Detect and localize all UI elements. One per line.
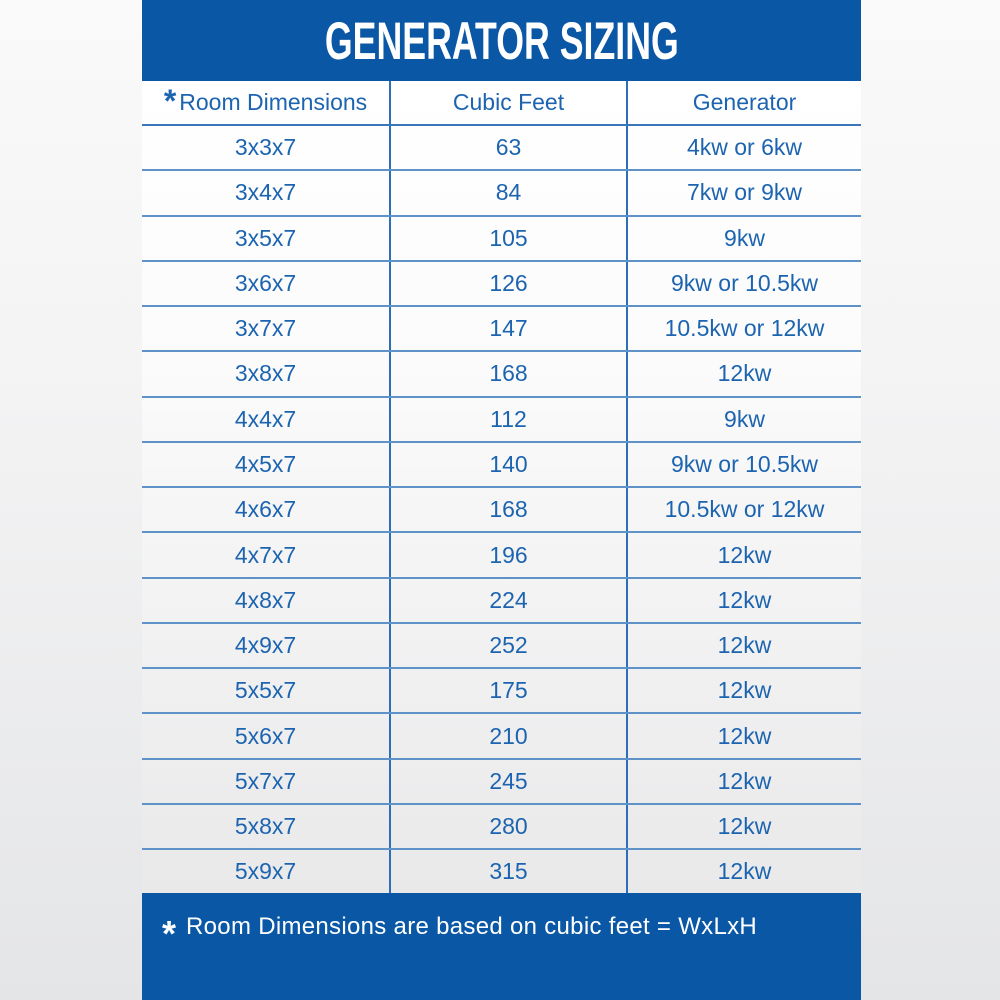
- generator-cell: 12kw: [717, 858, 772, 885]
- table-header: [142, 81, 861, 125]
- cubic-feet-cell: 63: [390, 125, 627, 170]
- generator-cell: 9kw or 10.5kw: [627, 261, 861, 306]
- generator-cell: 9kw or 10.5kw: [627, 442, 861, 487]
- table-row: [142, 216, 861, 261]
- generator-sizing-panel: [142, 0, 861, 1000]
- cubic-feet-cell: 315: [390, 849, 627, 893]
- room-dimensions-cell: 3x6x7: [142, 261, 390, 306]
- table-row: [142, 578, 861, 623]
- cubic-feet-cell: 168: [390, 351, 627, 396]
- generator-cell: 12kw: [627, 713, 861, 758]
- table-body: [142, 125, 861, 893]
- room-dimensions-cell: 3x4x7: [142, 170, 390, 215]
- room-dimensions-cell: 5x7x7: [142, 759, 390, 804]
- header-asterisk-marker: *: [163, 83, 177, 119]
- table-row: [142, 849, 861, 893]
- room-dimensions-cell: 5x8x7: [142, 804, 390, 849]
- generator-cell: 4kw or 6kw: [627, 125, 861, 170]
- room-dimensions-cell: 3x8x7: [142, 351, 390, 396]
- column-header-cubic-feet: Cubic Feet: [390, 81, 627, 125]
- cubic-feet-cell: 147: [390, 306, 627, 351]
- page-title: GENERATOR SIZING: [324, 10, 679, 71]
- room-dimensions-cell: 4x6x7: [142, 487, 390, 532]
- generator-cell: 12kw: [627, 804, 861, 849]
- room-dimensions-cell: 3x7x7: [142, 306, 390, 351]
- generator-cell: 7kw or 9kw: [627, 170, 861, 215]
- cubic-feet-cell: 175: [390, 668, 627, 713]
- generator-cell: 12kw: [627, 532, 861, 577]
- column-header-room-dimensions: [142, 81, 390, 125]
- room-dimensions-cell: 4x9x7: [142, 623, 390, 668]
- table-row: [142, 532, 861, 577]
- table-row: [142, 125, 861, 170]
- room-dimensions-cell: 5x6x7: [142, 713, 390, 758]
- table-row: [142, 170, 861, 215]
- cubic-feet-cell: 112: [390, 397, 627, 442]
- room-dimensions-cell: 4x5x7: [142, 442, 390, 487]
- cubic-feet-cell: 140: [390, 442, 627, 487]
- table-row: [142, 306, 861, 351]
- table-row: [142, 261, 861, 306]
- room-dimensions-cell: 4x8x7: [142, 578, 390, 623]
- table-row: [142, 397, 861, 442]
- table-row: [142, 351, 861, 396]
- room-dimensions-cell: 4x7x7: [142, 532, 390, 577]
- generator-cell: 12kw: [627, 759, 861, 804]
- generator-cell: 9kw: [627, 397, 861, 442]
- room-dimensions-cell: 5x5x7: [142, 668, 390, 713]
- footnote: * Room Dimensions are based on cubic feet = WxLxH: [162, 913, 758, 954]
- generator-cell: 12kw: [627, 351, 861, 396]
- room-dimensions-cell: 3x3x7: [142, 125, 390, 170]
- header-row: [142, 81, 861, 125]
- table-row: [142, 713, 861, 758]
- cubic-feet-cell: 105: [390, 216, 627, 261]
- cubic-feet-cell: 224: [390, 578, 627, 623]
- cubic-feet-cell: 252: [390, 623, 627, 668]
- table-row: [142, 668, 861, 713]
- generator-cell: 12kw: [627, 578, 861, 623]
- column-header-generator: Generator: [627, 81, 861, 125]
- cubic-feet-cell: 126: [390, 261, 627, 306]
- cubic-feet-cell: 196: [390, 532, 627, 577]
- table-row: [142, 623, 861, 668]
- cubic-feet-cell: 245: [390, 759, 627, 804]
- table-row: [142, 487, 861, 532]
- column-header-room-dimensions-label: Room Dimensions: [179, 89, 368, 115]
- table-row: [142, 804, 861, 849]
- sizing-table: [142, 81, 861, 893]
- table-row: [142, 759, 861, 804]
- room-dimensions-cell: 3x5x7: [142, 216, 390, 261]
- generator-cell: 9kw: [627, 216, 861, 261]
- cubic-feet-cell: 280: [390, 804, 627, 849]
- cubic-feet-cell: 84: [390, 170, 627, 215]
- room-dimensions-cell: 5x9x7: [142, 849, 390, 893]
- generator-cell: 10.5kw or 12kw: [627, 306, 861, 351]
- cubic-feet-cell: 210: [390, 713, 627, 758]
- generator-cell: 10.5kw or 12kw: [627, 487, 861, 532]
- title-bar: [142, 0, 861, 81]
- room-dimensions-cell: 4x4x7: [142, 397, 390, 442]
- cubic-feet-cell: 168: [390, 487, 627, 532]
- generator-cell: 12kw: [627, 668, 861, 713]
- generator-cell: 12kw: [627, 623, 861, 668]
- footnote-text: Room Dimensions are based on cubic feet = WxLxH: [186, 913, 758, 940]
- table-row: [142, 442, 861, 487]
